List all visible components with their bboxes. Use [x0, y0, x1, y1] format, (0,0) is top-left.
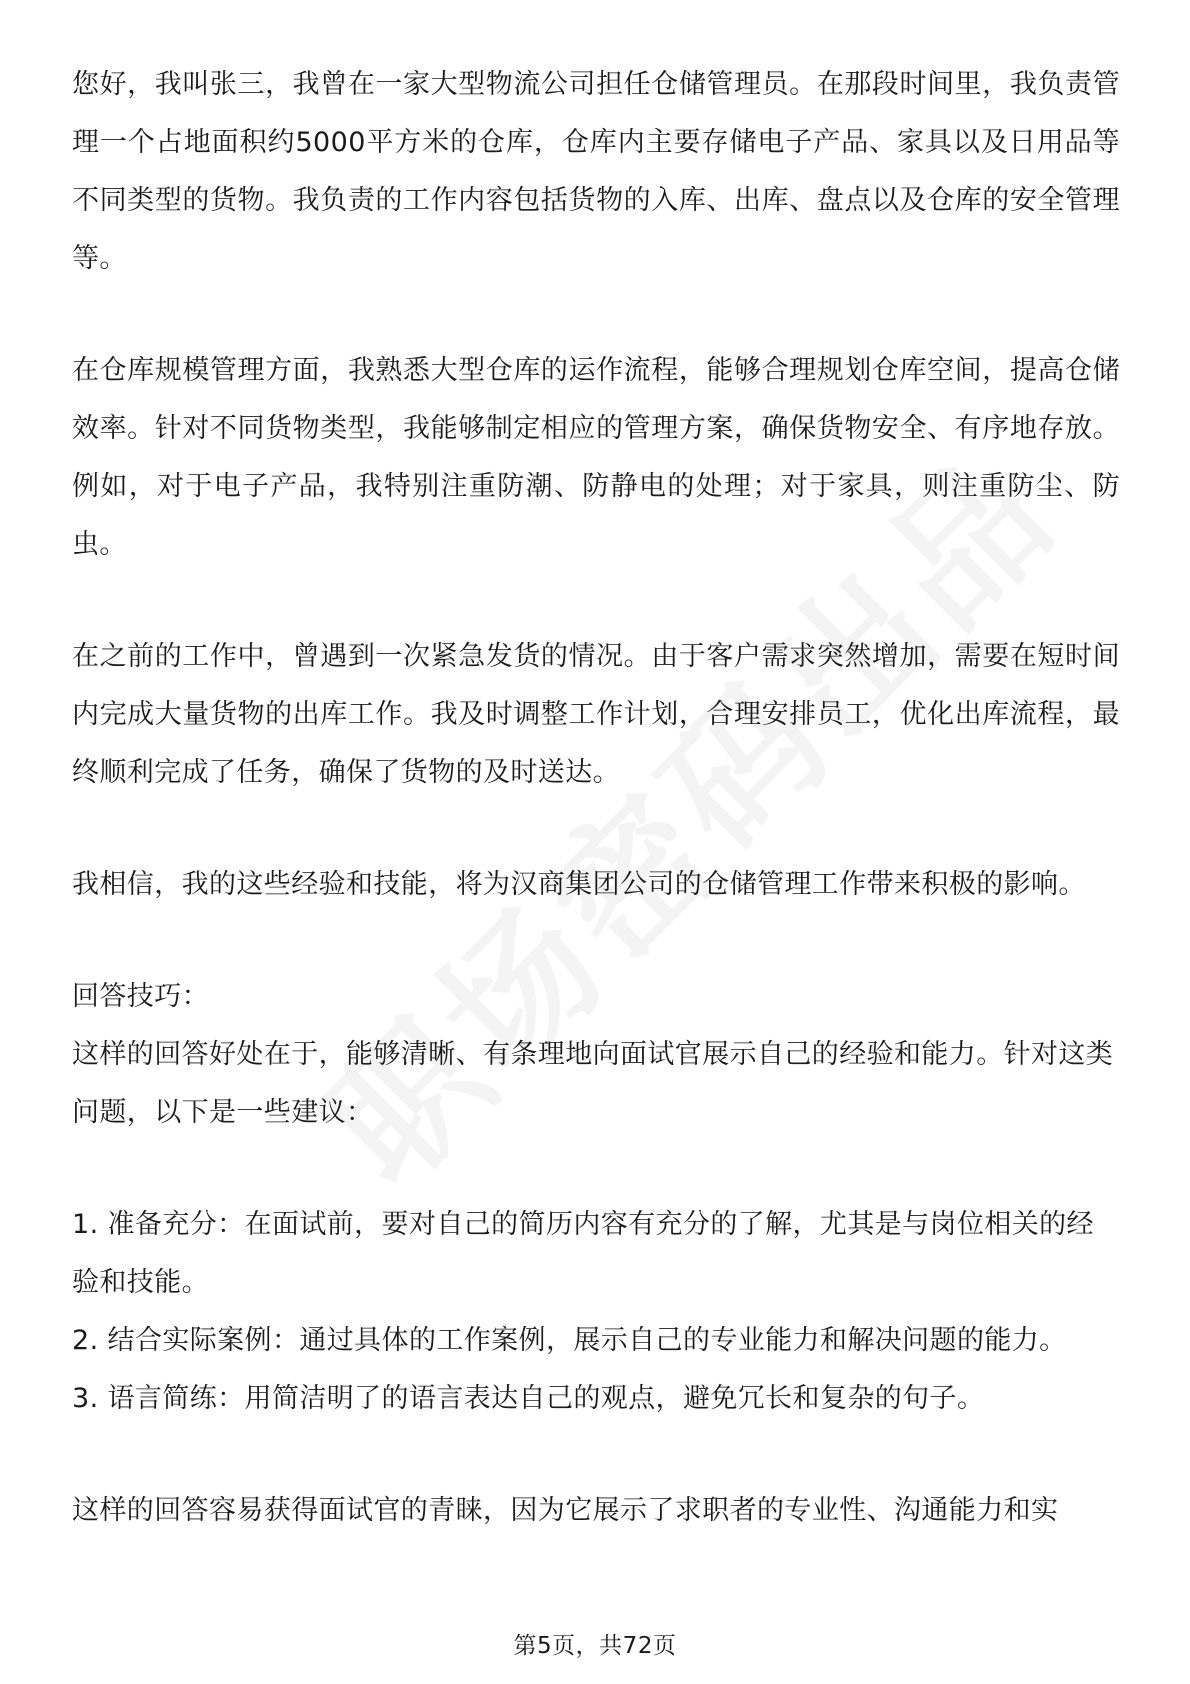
case-paragraph: 在之前的工作中，曾遇到一次紧急发货的情况。由于客户需求突然增加，需要在短时间内完成大量货物的出库工作。我及时调整工作计划，合理安排员工，优化出库流程，最终顺利完成了任务，确保了货物的及时送达。	[72, 641, 1120, 788]
tip-item-2: 2. 结合实际案例：通过具体的工作案例，展示自己的专业能力和解决问题的能力。	[72, 1325, 1067, 1356]
belief-paragraph: 我相信，我的这些经验和技能，将为汉商集团公司的仓储管理工作带来积极的影响。	[72, 869, 1086, 900]
intro-paragraph: 您好，我叫张三，我曾在一家大型物流公司担任仓储管理员。在那段时间里，我负责管理一个占地面积约5000平方米的仓库，仓库内主要存储电子产品、家具以及日用品等不同类型的货物。我负责的工作内容包括货物的入库、出库、盘点以及仓库的安全管理等。	[72, 69, 1120, 274]
tip-item-1: 1. 准备充分：在面试前，要对自己的简历内容有充分的了解，尤其是与岗位相关的经验和技能。	[72, 1209, 1094, 1298]
spacer	[72, 1142, 1120, 1196]
scale-paragraph: 在仓库规模管理方面，我熟悉大型仓库的运作流程，能够合理规划仓库空间，提高仓储效率。针对不同货物类型，我能够制定相应的管理方案，确保货物安全、有序地存放。例如，对于电子产品，我特别注重防潮、防静电的处理；对于家具，则注重防尘、防虫。	[72, 355, 1120, 560]
tip-item-3: 3. 语言简练：用简洁明了的语言表达自己的观点，避免冗长和复杂的句子。	[72, 1383, 985, 1414]
document-body	[72, 56, 1120, 1540]
tips-heading: 回答技巧：	[72, 981, 209, 1012]
page-number: 第5页，共72页	[513, 1633, 677, 1659]
tips-intro: 这样的回答好处在于，能够清晰、有条理地向面试官展示自己的经验和能力。针对这类问题，以下是一些建议：	[72, 1039, 1114, 1128]
spacer	[72, 1428, 1120, 1482]
closing-paragraph: 这样的回答容易获得面试官的青睐，因为它展示了求职者的专业性、沟通能力和实	[72, 1495, 1059, 1526]
